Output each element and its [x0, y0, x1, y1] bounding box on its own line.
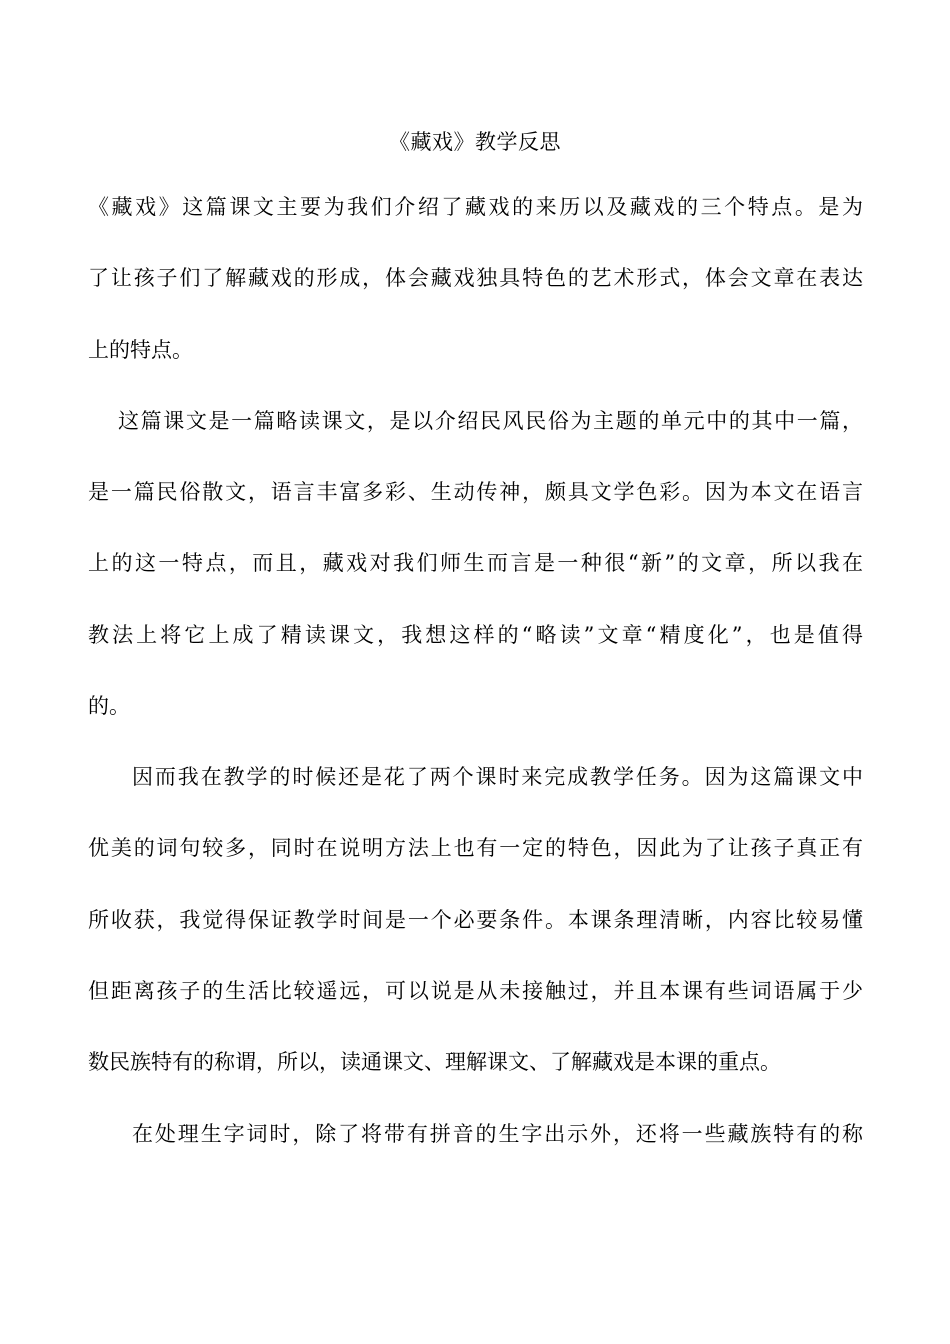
- paragraph-1-line-1: 《藏戏》这篇课文主要为我们介绍了藏戏的来历以及藏戏的三个特点。是为: [88, 195, 863, 219]
- paragraph-2-line-1: 这篇课文是一篇略读课文，是以介绍民风民俗为主题的单元中的其中一篇，: [118, 409, 863, 433]
- document-title: 《藏戏》教学反思: [389, 130, 561, 154]
- paragraph-2-line-3: 上的这一特点，而且，藏戏对我们师生而言是一种很“新”的文章，所以我在: [88, 551, 863, 575]
- paragraph-3-line-2: 优美的词句较多，同时在说明方法上也有一定的特色，因此为了让孩子真正有: [88, 836, 863, 860]
- paragraph-3-line-4: 但距离孩子的生活比较遥远，可以说是从未接触过，并且本课有些词语属于少: [88, 979, 863, 1003]
- paragraph-4-line-1: 在处理生字词时，除了将带有拼音的生字出示外，还将一些藏族特有的称: [132, 1122, 863, 1146]
- paragraph-3-line-1: 因而我在教学的时候还是花了两个课时来完成教学任务。因为这篇课文中: [132, 765, 863, 789]
- paragraph-3-line-5: 数民族特有的称谓，所以，读通课文、理解课文、了解藏戏是本课的重点。: [88, 1050, 781, 1074]
- paragraph-1-line-3: 上的特点。: [88, 338, 193, 362]
- paragraph-2-line-2: 是一篇民俗散文，语言丰富多彩、生动传神，颇具文学色彩。因为本文在语言: [88, 480, 863, 504]
- paragraph-1-line-2: 了让孩子们了解藏戏的形成，体会藏戏独具特色的艺术形式，体会文章在表达: [88, 266, 863, 290]
- paragraph-3-line-3: 所收获，我觉得保证教学时间是一个必要条件。本课条理清晰，内容比较易懂: [88, 908, 863, 932]
- paragraph-2-line-5: 的。: [88, 694, 130, 718]
- paragraph-2-line-4: 教法上将它上成了精读课文，我想这样的“略读”文章“精度化”，也是值得: [88, 623, 863, 647]
